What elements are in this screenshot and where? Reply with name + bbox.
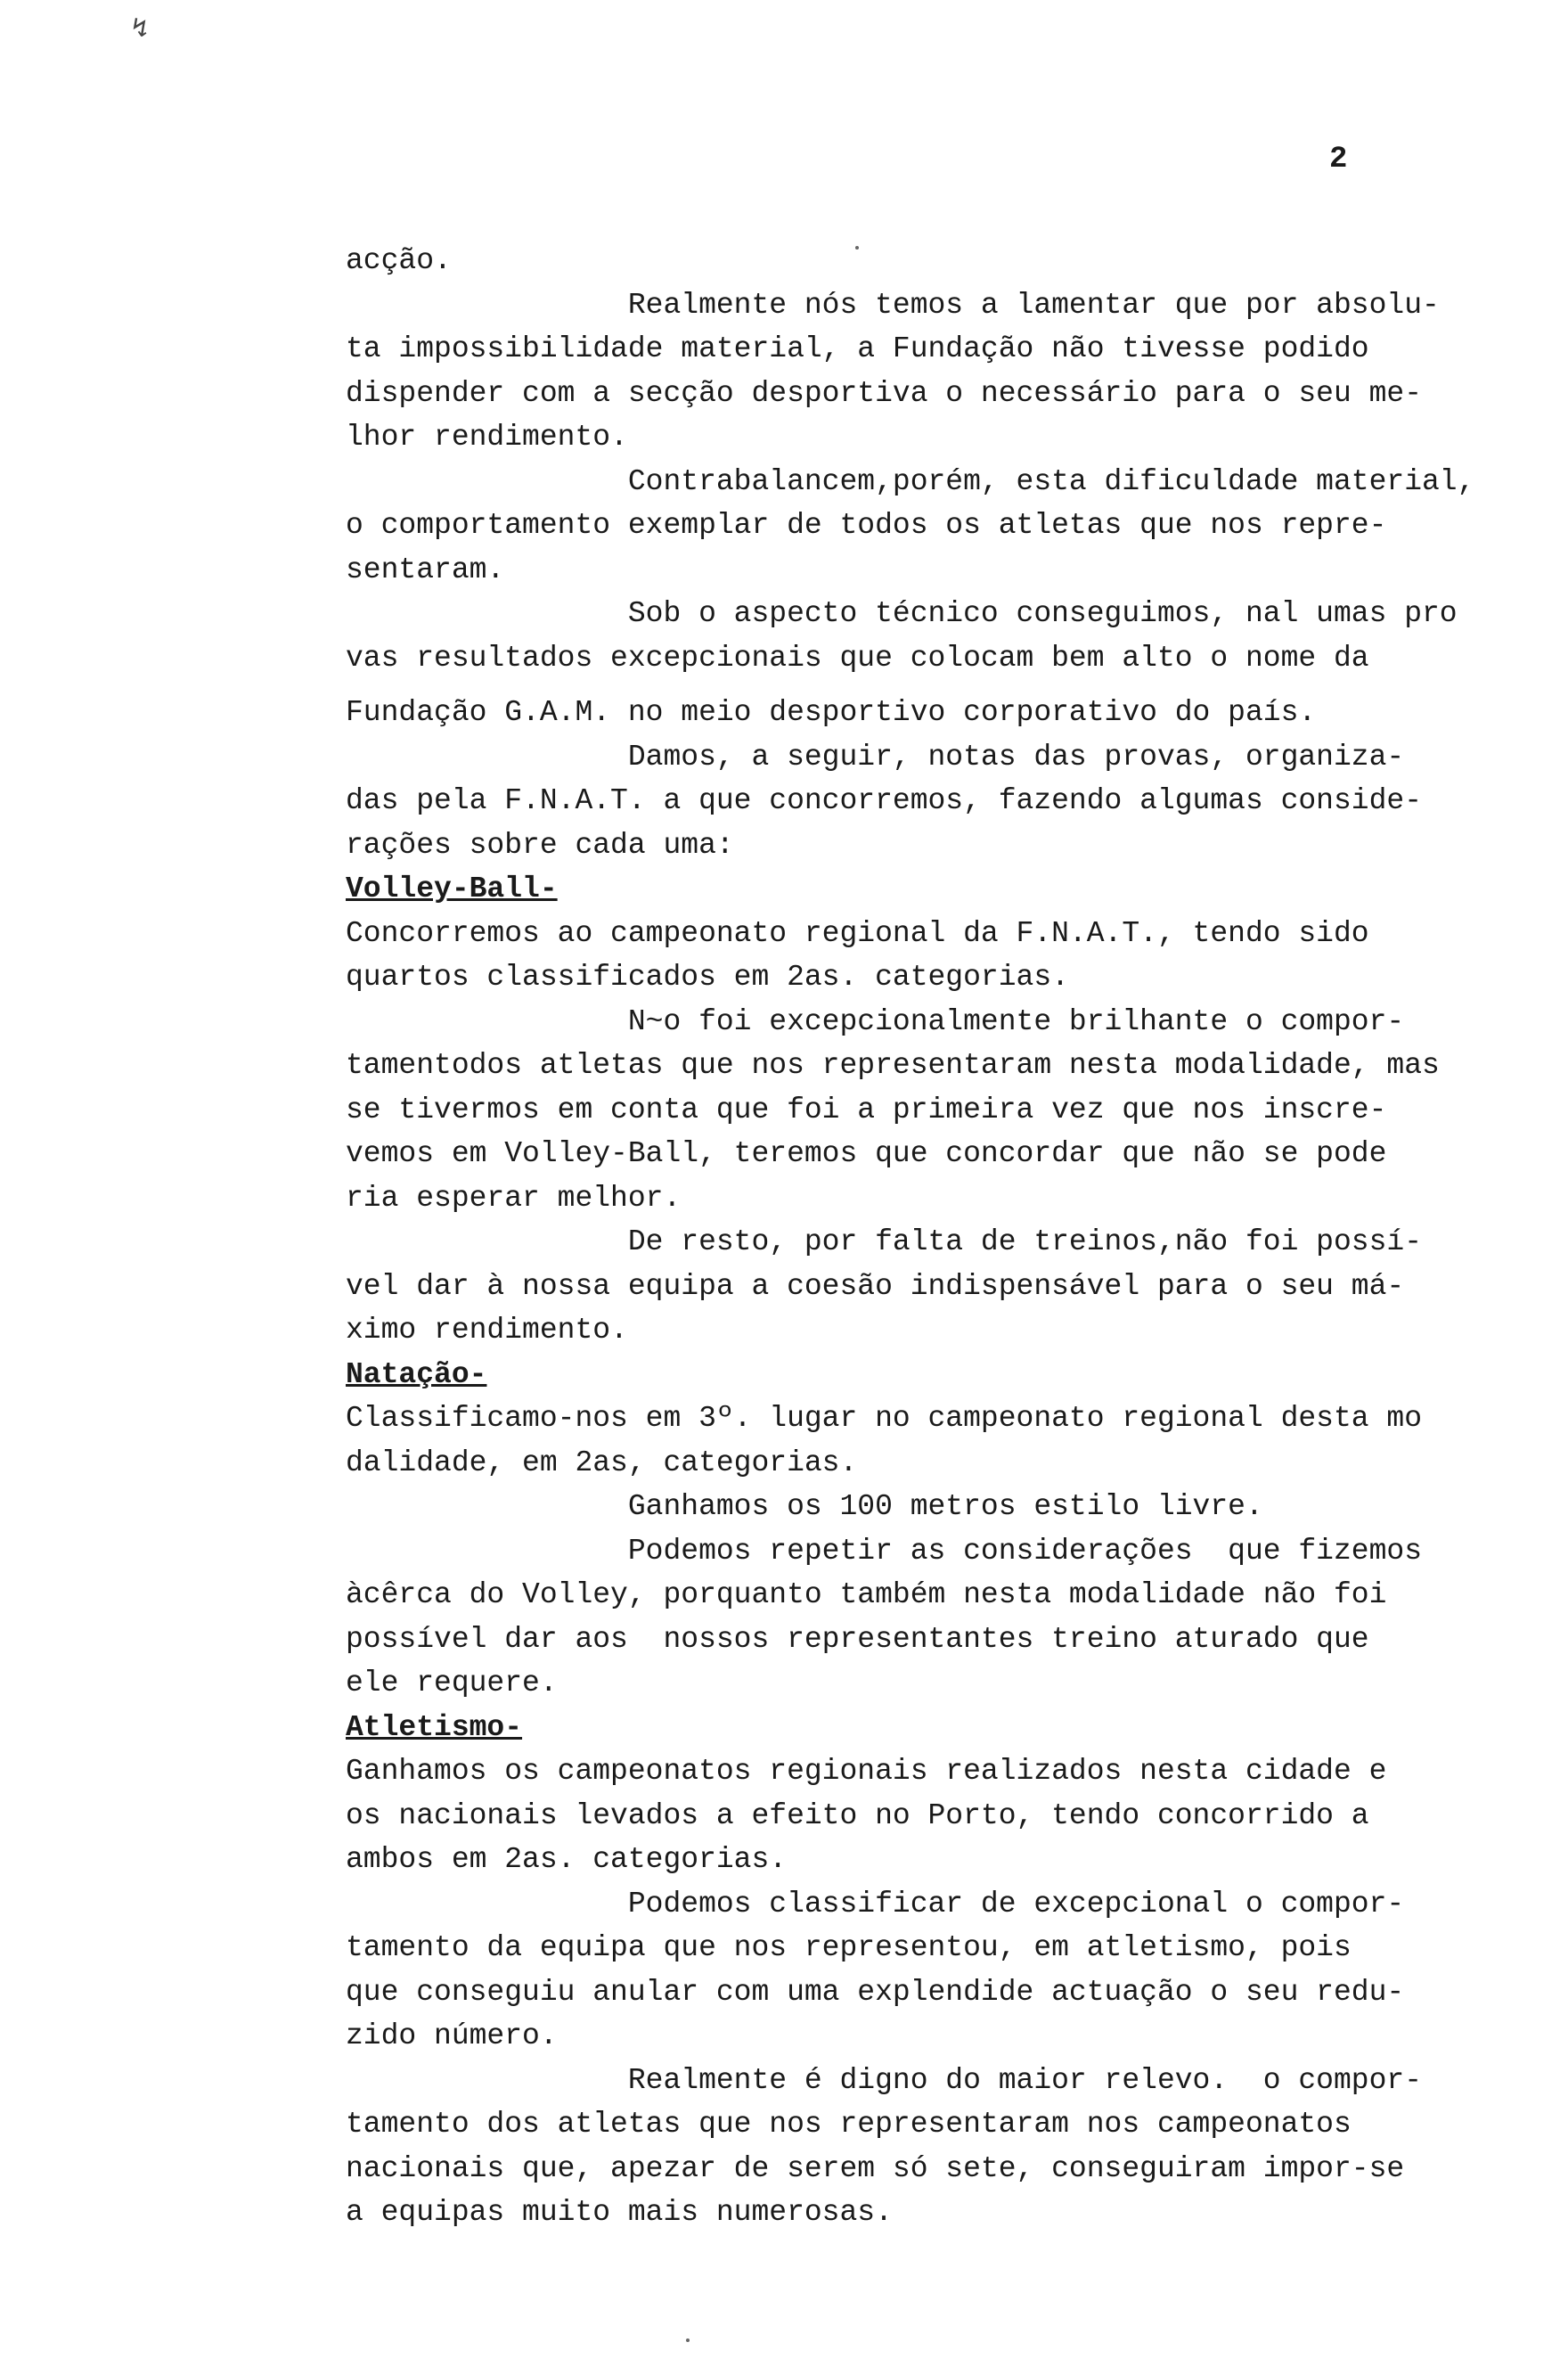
text-line: àcêrca do Volley, porquanto também nesta modalidade não foi: [346, 1578, 1387, 1611]
text-line: Classificamo-nos em 3º. lugar no campeonato regional desta mo: [346, 1402, 1422, 1435]
text-line: vas resultados excepcionais que colocam bem alto o nome da: [346, 641, 1369, 675]
text-line: Podemos repetir as considerações que fizemos: [346, 1534, 1422, 1568]
text-line: ria esperar melhor.: [346, 1181, 682, 1215]
text-line: De resto, por falta de treinos,não foi possí-: [346, 1225, 1422, 1258]
text-line: possível dar aos nossos representantes treino aturado que: [346, 1622, 1369, 1656]
text-line: Contrabalancem,porém, esta dificuldade material,: [346, 464, 1475, 498]
text-line: Ganhamos os 100 metros estilo livre.: [346, 1490, 1263, 1523]
text-line: tamentodos atletas que nos representaram nesta modalidade, mas: [346, 1049, 1440, 1082]
text-line: ele requere.: [346, 1667, 558, 1699]
text-line: vel dar à nossa equipa a coesão indispensável para o seu má-: [346, 1269, 1405, 1303]
text-line: vemos em Volley-Ball, teremos que concordar que não se pode: [346, 1137, 1387, 1170]
text-line: dalidade, em 2as, categorias.: [346, 1446, 858, 1479]
text-line: N~o foi excepcionalmente brilhante o compor-: [346, 1004, 1405, 1038]
corner-mark-icon: ↯: [132, 15, 149, 45]
text-line: Podemos classificar de excepcional o compor-: [346, 1887, 1405, 1921]
typed-letter-body: [346, 239, 1495, 2235]
text-line: lhor rendimento.: [346, 421, 628, 454]
text-line: Concorremos ao campeonato regional da F.N.A.T., tendo sido: [346, 916, 1369, 950]
text-line: Sob o aspecto técnico conseguimos, nal umas pro: [346, 597, 1458, 630]
text-line: Realmente é digno do maior relevo. o compor-: [346, 2063, 1422, 2097]
text-line: os nacionais levados a efeito no Porto, tendo concorrido a: [346, 1798, 1369, 1832]
text-line: ambos em 2as. categorias.: [346, 1843, 788, 1876]
text-line: Fundação G.A.M. no meio desportivo corporativo do país.: [346, 696, 1317, 729]
text-line: que conseguiu anular com uma explendide actuação o seu redu-: [346, 1975, 1405, 2009]
ink-speck: [686, 2338, 690, 2342]
text-line: quartos classificados em 2as. categorias.: [346, 961, 1069, 994]
text-line: acção.: [346, 244, 452, 277]
text-line: Realmente nós temos a lamentar que por absolu-: [346, 288, 1440, 322]
text-line: tamento da equipa que nos representou, em atletismo, pois: [346, 1931, 1352, 1964]
text-line: ta impossibilidade material, a Fundação não tivesse podido: [346, 332, 1369, 365]
text-line: dispender com a secção desportiva o necessário para o seu me-: [346, 376, 1422, 410]
text-line: a equipas muito mais numerosas.: [346, 2196, 893, 2229]
page-number: 2: [1329, 143, 1348, 176]
text-line: Damos, a seguir, notas das provas, organiza-: [346, 740, 1405, 774]
section-heading-atletismo: Atletismo-: [346, 1710, 523, 1744]
text-line: rações sobre cada uma:: [346, 828, 734, 862]
section-heading-natacao: Natação-: [346, 1357, 487, 1391]
text-line: Ganhamos os campeonatos regionais realizados nesta cidade e: [346, 1755, 1387, 1788]
text-line: tamento dos atletas que nos representaram nos campeonatos: [346, 2108, 1352, 2141]
section-heading-volley-ball: Volley-Ball-: [346, 872, 558, 905]
text-line: se tivermos em conta que foi a primeira vez que nos inscre-: [346, 1093, 1387, 1126]
text-line: o comportamento exemplar de todos os atletas que nos repre-: [346, 509, 1387, 542]
text-line: sentaram.: [346, 553, 505, 586]
text-line: nacionais que, apezar de serem só sete, conseguiram impor-se: [346, 2151, 1405, 2185]
text-line: zido número.: [346, 2019, 558, 2052]
text-line: ximo rendimento.: [346, 1314, 628, 1347]
text-line: das pela F.N.A.T. a que concorremos, fazendo algumas conside-: [346, 784, 1422, 817]
